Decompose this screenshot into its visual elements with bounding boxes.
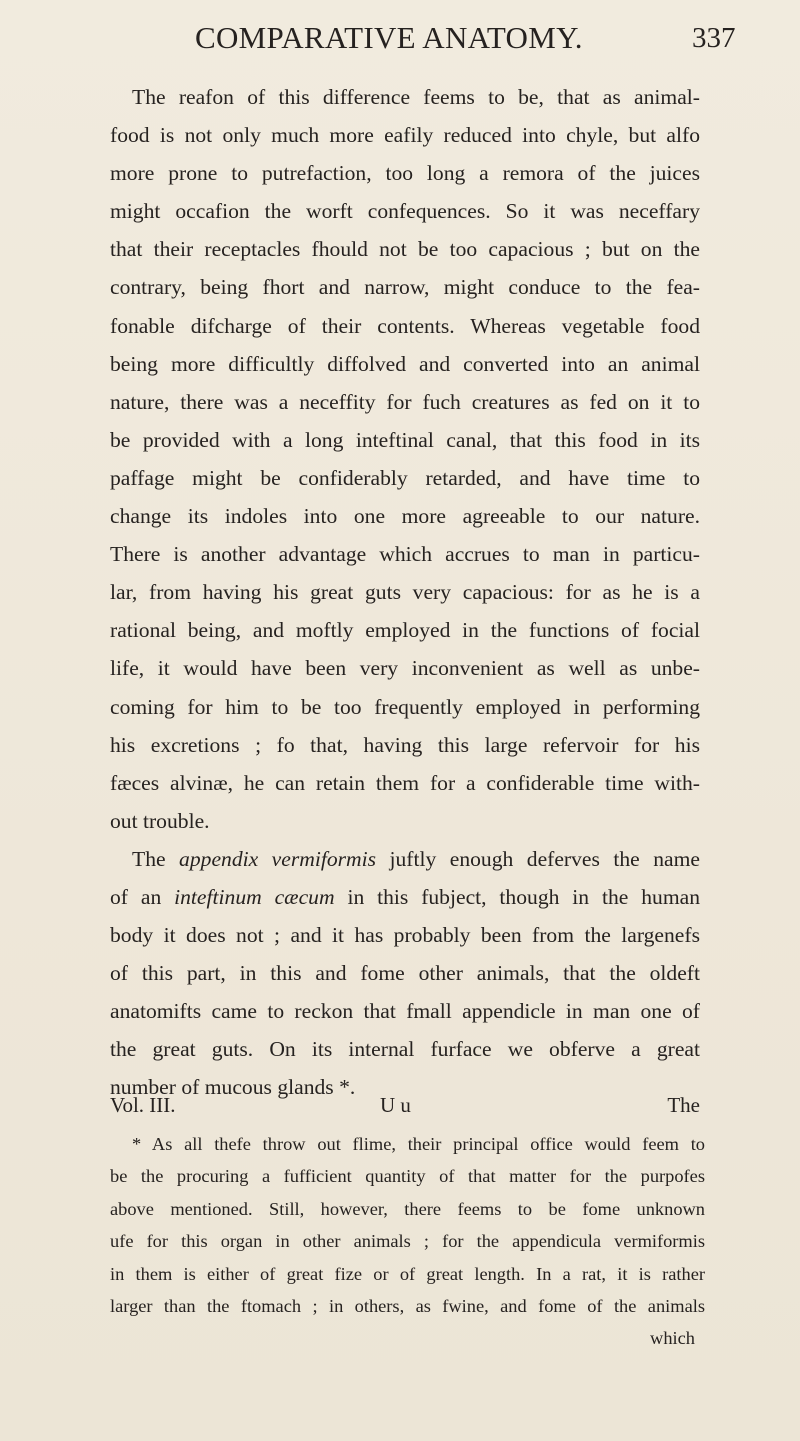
text-line: being more difficultly diffolved and converted into an animal — [110, 351, 700, 376]
footnote — [110, 1128, 705, 1354]
text-run: in this fubject, though in the human — [334, 884, 700, 909]
text-line: paffage might be confiderably retarded, and have time to — [110, 465, 700, 490]
italic-term: inteftinum cæcum — [174, 884, 335, 909]
text-line: The reafon of this difference feems to be, that as animal- — [132, 85, 700, 109]
volume-signature: Vol. III. — [110, 1093, 176, 1117]
catchword: The — [667, 1093, 700, 1117]
text-line: contrary, being fhort and narrow, might conduce to the fea- — [110, 275, 700, 300]
footnote-line: * As all thefe throw out flime, their principal office would feem to — [132, 1134, 705, 1154]
text-line: anatomifts came to reckon that fmall appendicle in man one of — [110, 999, 700, 1024]
footnote-line: larger than the ftomach ; in others, as fwine, and fome of the animals — [110, 1295, 705, 1316]
footnote-line: be the procuring a fufficient quantity of that matter for the purpofes — [110, 1166, 705, 1187]
paragraph-1 — [110, 78, 700, 840]
footnote-line: in them is either of great fize or of great length. In a rat, it is rather — [110, 1263, 705, 1284]
text-line: There is another advantage which accrues to man in particu- — [110, 542, 700, 567]
footnote-line: ufe for this organ in other animals ; for the appendicula vermiformis — [110, 1231, 705, 1252]
text-line: number of mucous glands *. — [110, 1075, 356, 1100]
body-text — [110, 78, 700, 1107]
page-header — [0, 12, 800, 62]
text-line: food is not only much more eafily reduced into chyle, but alfo — [110, 123, 700, 148]
text-line: his excretions ; fo that, having this large refervoir for his — [110, 732, 700, 757]
running-title: COMPARATIVE ANATOMY. — [195, 20, 583, 55]
text-line: that their receptacles fhould not be too capacious ; but on the — [110, 237, 700, 262]
text-line: be provided with a long inteftinal canal, that this food in its — [110, 427, 700, 452]
text-line — [110, 878, 700, 916]
signature-line — [110, 1093, 700, 1125]
text-line — [110, 840, 700, 878]
italic-term: appendix vermiformis — [179, 846, 377, 871]
text-line: out trouble. — [110, 808, 210, 833]
text-line: lar, from having his great guts very capacious: for as he is a — [110, 580, 700, 605]
text-line: rational being, and moftly employed in the functions of focial — [110, 618, 700, 643]
text-line: might occafion the worft confequences. So it was neceffary — [110, 199, 700, 224]
text-line: life, it would have been very inconvenient as well as unbe- — [110, 656, 700, 681]
text-line: change its indoles into one more agreeable to our nature. — [110, 504, 700, 529]
text-run: juftly enough deferves the name — [376, 846, 700, 871]
paragraph-2 — [110, 840, 700, 1107]
text-line: nature, there was a neceffity for fuch creatures as fed on it to — [110, 389, 700, 414]
signature-mark: U u — [380, 1093, 411, 1117]
text-line: more prone to putrefaction, too long a remora of the juices — [110, 161, 700, 186]
text-line: of this part, in this and fome other animals, that the oldeft — [110, 961, 700, 986]
text-run: The — [132, 846, 180, 871]
text-line: fonable difcharge of their contents. Whereas vegetable food — [110, 313, 700, 338]
text-run: of an — [110, 884, 175, 909]
footnote-catchword: which — [650, 1328, 695, 1349]
page-number: 337 — [692, 22, 736, 54]
text-line: coming for him to be too frequently employed in performing — [110, 694, 700, 719]
footnote-line: above mentioned. Still, however, there feems to be fome unknown — [110, 1198, 705, 1219]
text-line: body it does not ; and it has probably been from the largenefs — [110, 923, 700, 948]
text-line: the great guts. On its internal furface we obferve a great — [110, 1037, 700, 1062]
text-line: fæces alvinæ, he can retain them for a confiderable time with- — [110, 770, 700, 795]
